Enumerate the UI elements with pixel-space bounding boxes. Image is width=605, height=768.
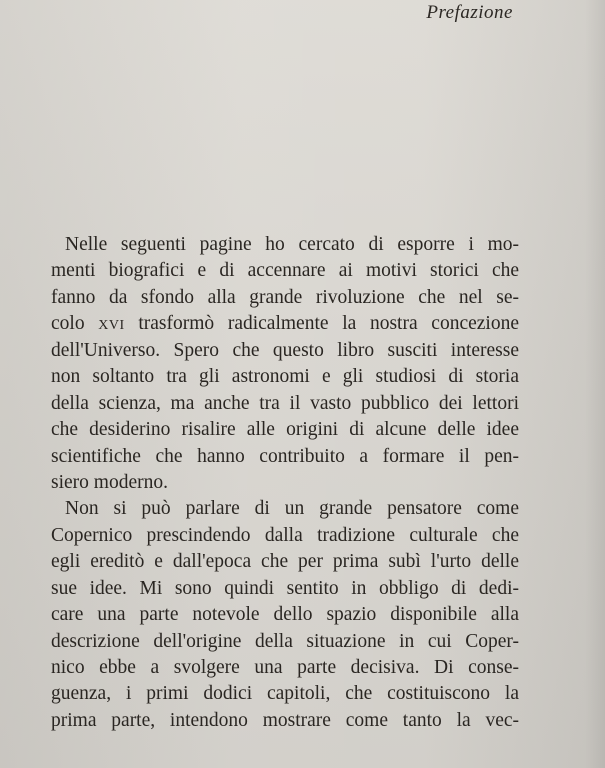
text-line: scientifiche che hanno contribuito a formare il pen-	[51, 445, 519, 467]
text-line: Non si può parlare di un grande pensatore come	[65, 498, 519, 520]
roman-numeral: xvi	[98, 313, 125, 335]
running-header: Prefazione	[426, 2, 513, 23]
text-line: care una parte notevole dello spazio disponibile alla	[51, 604, 519, 626]
text-line: menti biografici e di accennare ai motivi storici che	[51, 260, 519, 282]
text-line: colo xvi trasformò radicalmente la nostra concezione	[51, 313, 520, 335]
text-line: Nelle seguenti pagine ho cercato di esporre i mo-	[65, 234, 519, 255]
body-text	[51, 232, 519, 734]
text-line: fanno da sfondo alla grande rivoluzione che nel se-	[51, 286, 519, 308]
text-line: siero moderno.	[51, 471, 168, 493]
text-line: della scienza, ma anche tra il vasto pubblico dei lettori	[51, 392, 519, 414]
page-edge-shadow	[585, 0, 605, 768]
text-line: sue idee. Mi sono quindi sentito in obbligo di dedi-	[51, 577, 519, 599]
text-line: Copernico prescindendo dalla tradizione culturale che	[51, 524, 519, 546]
text-line: non soltanto tra gli astronomi e gli studiosi di storia	[51, 366, 519, 388]
text-line: prima parte, intendono mostrare come tanto la vec-	[51, 709, 519, 731]
text-line: che desiderino risalire alle origini di alcune delle idee	[51, 419, 519, 441]
text-line: guenza, i primi dodici capitoli, che costituiscono la	[51, 683, 519, 705]
paragraph-2	[51, 496, 519, 734]
text-line: nico ebbe a svolgere una parte decisiva. Di conse-	[51, 657, 519, 678]
text-line: dell'Universo. Spero che questo libro susciti interesse	[51, 339, 519, 361]
text-line: descrizione dell'origine della situazione in cui Coper-	[51, 630, 519, 652]
paragraph-1	[51, 232, 519, 496]
text-line: egli ereditò e dall'epoca che per prima subì l'urto delle	[51, 551, 519, 573]
